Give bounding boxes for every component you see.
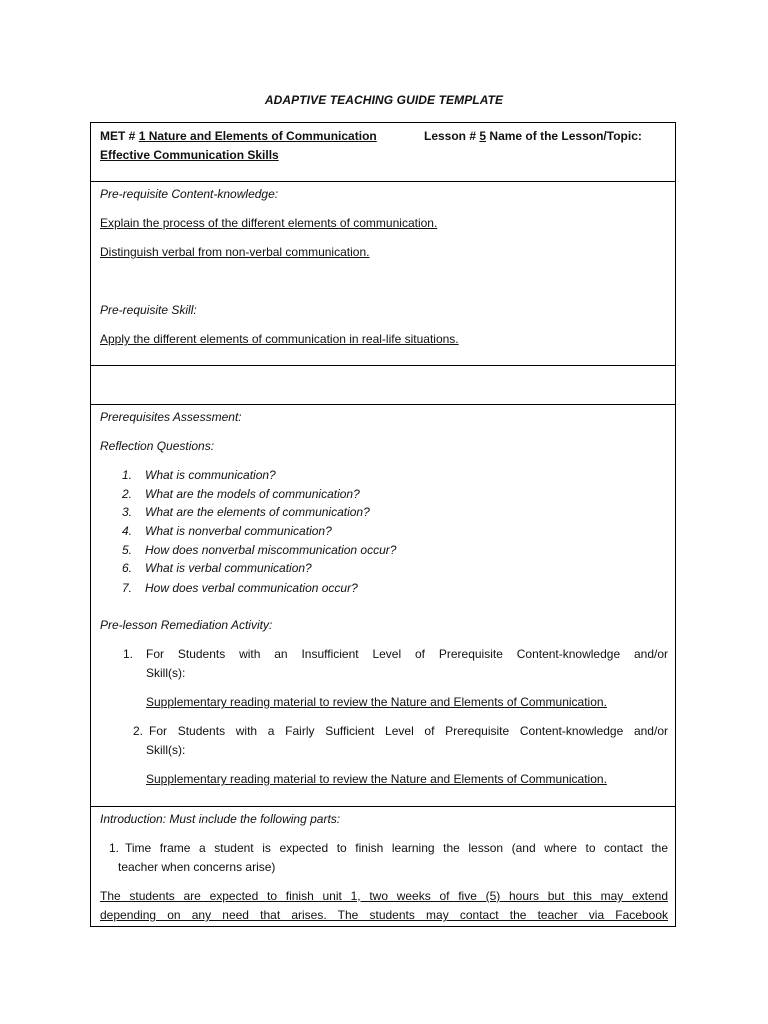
met-label: MET # [100,129,136,143]
teaching-guide-table [90,122,676,927]
question-number: 2. [122,487,133,501]
introduction-number: 1. [109,841,120,855]
question-number: 5. [122,543,133,557]
question-number: 3. [122,505,133,519]
introduction-row [91,807,675,927]
prerequisites-row [91,182,675,366]
empty-row [91,366,675,405]
question-text: What are the elements of communication? [145,505,370,519]
introduction-answer: depending on any need that arises. The students may contact the teacher via Facebook [100,908,668,922]
question-text: How does verbal communication occur? [145,581,358,595]
question-text: What is communication? [145,468,276,482]
remediation-text: For Students with an Insufficient Level of Prerequisite Content-knowledge and/or [146,647,668,661]
remediation-text: For Students with a Fairly Sufficient Level of Prerequisite Content-knowledge and/or [149,724,668,738]
remediation-text: Skill(s): [146,666,186,680]
skill-label: Pre-requisite Skill: [100,303,197,317]
question-number: 7. [122,581,133,595]
page-title: ADAPTIVE TEACHING GUIDE TEMPLATE [264,93,504,107]
content-knowledge-label: Pre-requisite Content-knowledge: [100,187,279,201]
lesson-line [424,127,642,146]
question-number: 4. [122,524,133,538]
header-row [91,123,675,182]
question-text: What is verbal communication? [145,561,312,575]
topic-label: Name of the Lesson/Topic: [489,129,642,143]
met-line [100,127,377,146]
lesson-label: Lesson # [424,129,477,143]
question-number: 1. [122,468,133,482]
lesson-value: 5 [479,129,487,143]
topic-value: Effective Communication Skills [100,148,279,162]
introduction-text: teacher when concerns arise) [118,860,276,874]
assessment-row [91,405,675,807]
skill-item: Apply the different elements of communication in real-life situations. [100,332,459,346]
remediation-text: Skill(s): [146,743,186,757]
remediation-label: Pre-lesson Remediation Activity: [100,618,273,632]
question-number: 6. [122,561,133,575]
introduction-text: Time frame a student is expected to finish learning the lesson (and where to contact the [125,841,668,855]
introduction-answer: The students are expected to finish unit 1, two weeks of five (5) hours but this may extend [100,889,668,903]
remediation-material: Supplementary reading material to review the Nature and Elements of Communication. [146,772,607,786]
content-item: Distinguish verbal from non-verbal communication. [100,245,370,259]
remediation-number: 2. [133,724,144,738]
content-item: Explain the process of the different elements of communication. [100,216,438,230]
met-value: 1 Nature and Elements of Communication [138,129,377,143]
remediation-material: Supplementary reading material to review the Nature and Elements of Communication. [146,695,607,709]
question-text: What are the models of communication? [145,487,360,501]
question-text: How does nonverbal miscommunication occur? [145,543,397,557]
reflection-label: Reflection Questions: [100,439,215,453]
remediation-number: 1. [123,647,134,661]
question-text: What is nonverbal communication? [145,524,332,538]
introduction-label: Introduction: Must include the following parts: [100,812,341,826]
assessment-label: Prerequisites Assessment: [100,410,242,424]
